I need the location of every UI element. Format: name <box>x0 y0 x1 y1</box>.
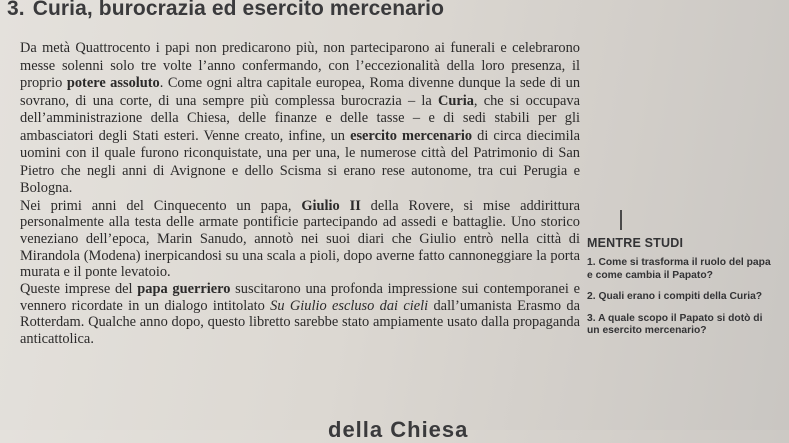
paragraph-3-text-a: Queste imprese del <box>20 281 138 298</box>
paragraph-1 <box>20 40 580 198</box>
section-heading <box>7 0 444 21</box>
paragraph-1-text-c: , che si occupava dell’amministrazione della Chiesa, delle finanze e delle tasse – e di sedi stabili per gli ambasciatori degli Stati esteri. Venne creato, infine, un <box>20 92 580 144</box>
book-title: Su Giulio escluso dai cieli <box>270 297 429 314</box>
sidebar-marker <box>620 210 622 230</box>
paragraph-3-text-b: suscitarono una profonda impressione sui contemporanei e vennero ricordate in un dialogo intitolato <box>20 281 580 314</box>
section-title: Curia, burocrazia ed esercito mercenario <box>32 0 445 20</box>
keyword-potere-assoluto: potere assoluto <box>66 75 160 91</box>
sidebar-question-1: 1. Come si trasforma il ruolo del papa e come cambia il Papato? <box>587 257 771 281</box>
sidebar-title: MENTRE STUDI <box>587 236 684 250</box>
sidebar-question-2: 2. Quali erano i compiti della Curia? <box>587 291 763 302</box>
sidebar-question-3: 3. A quale scopo il Papato si dotò di un esercito mercenario? <box>587 312 763 336</box>
keyword-curia: Curia <box>437 92 474 109</box>
study-sidebar <box>587 236 777 347</box>
paragraph-1-text-d: di circa diecimila uomini con il quale furono riconquistate, una per una, le numerose città del Patrimonio di San Pietro che negli anni di Avignone e dello Scisma si erano rese autonome, tra cui Perugia e Bologna. <box>20 127 580 196</box>
paragraph-1-text-b: . Come ogni altra capitale europea, Roma divenne dunque la sede di un sovrano, di una corte, di una sempre più complessa burocrazia – la <box>20 75 581 109</box>
paragraph-2-text-b: della Rovere, si mise addirittura personalmente alla testa delle armate pontificie partecipando ad assedi e battaglie. Uno storico veneziano dell’epoca, Marin Sanudo, annotò nei suoi diari che Giulio entrò nella città di Mirandola (Modena) inerpicandosi su una scala a pioli, dopo averne fatto cannoneggiare la porta murata e il ponte levatoio. <box>20 197 581 281</box>
paragraph-3 <box>20 281 580 348</box>
main-text <box>20 40 580 348</box>
paragraph-3-text-c: dall’umanista Erasmo da Rotterdam. Qualche anno dopo, questo libretto sarebbe stato ampiamente usato dalla propaganda anticattolica. <box>20 297 580 348</box>
paragraph-1-text-a: Da metà Quattrocento i papi non predicarono più, non parteciparono ai funerali e celebrarono messe solenni solo tre volte l’anno confermando, con l’eccezionalità della loro presenza, il proprio <box>20 40 580 91</box>
keyword-papa-guerriero: papa guerriero <box>137 281 231 298</box>
section-number: 3. <box>7 0 25 20</box>
paragraph-2 <box>20 198 580 282</box>
next-section-heading-partial: della Chiesa <box>328 417 469 442</box>
paragraph-2-text-a: Nei primi anni del Cinquecento un papa, <box>20 197 302 214</box>
keyword-giulio-ii: Giulio II <box>301 197 361 214</box>
keyword-esercito-mercenario: esercito mercenario <box>350 127 473 144</box>
